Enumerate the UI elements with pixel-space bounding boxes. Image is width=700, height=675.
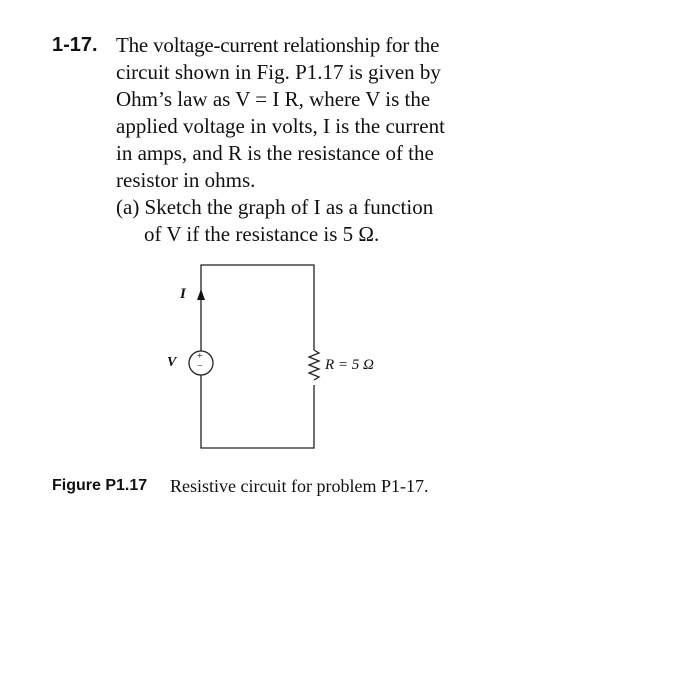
top-wire xyxy=(201,265,314,351)
bottom-wire xyxy=(201,375,314,448)
minus-sign: − xyxy=(197,361,203,372)
resistor-label: R = 5 Ω xyxy=(325,357,374,373)
plus-sign: + xyxy=(197,351,203,362)
current-arrow-icon xyxy=(197,289,205,300)
problem-text-line: applied voltage in volts, I is the current xyxy=(116,114,445,138)
figure-caption-label: Figure P1.17 xyxy=(52,477,148,494)
problem-text-line: Ohm’s law as V = I R, where V is the xyxy=(116,87,431,111)
resistor-icon xyxy=(309,350,319,380)
figure-caption-text: Resistive circuit for problem P1-17. xyxy=(170,476,429,496)
problem-text-line: circuit shown in Fig. P1.17 is given by xyxy=(116,60,441,84)
problem-text-line: resistor in ohms. xyxy=(116,168,256,192)
part-a-text: (a) Sketch the graph of I as a function xyxy=(116,195,434,219)
part-a-text: of V if the resistance is 5 Ω. xyxy=(144,222,380,246)
current-label: I xyxy=(180,286,186,302)
problem-number: 1-17. xyxy=(52,34,98,56)
problem-text-line: in amps, and R is the resistance of the xyxy=(116,141,434,165)
voltage-label: V xyxy=(167,355,177,370)
problem-text-line: The voltage-current relationship for the xyxy=(116,33,440,57)
